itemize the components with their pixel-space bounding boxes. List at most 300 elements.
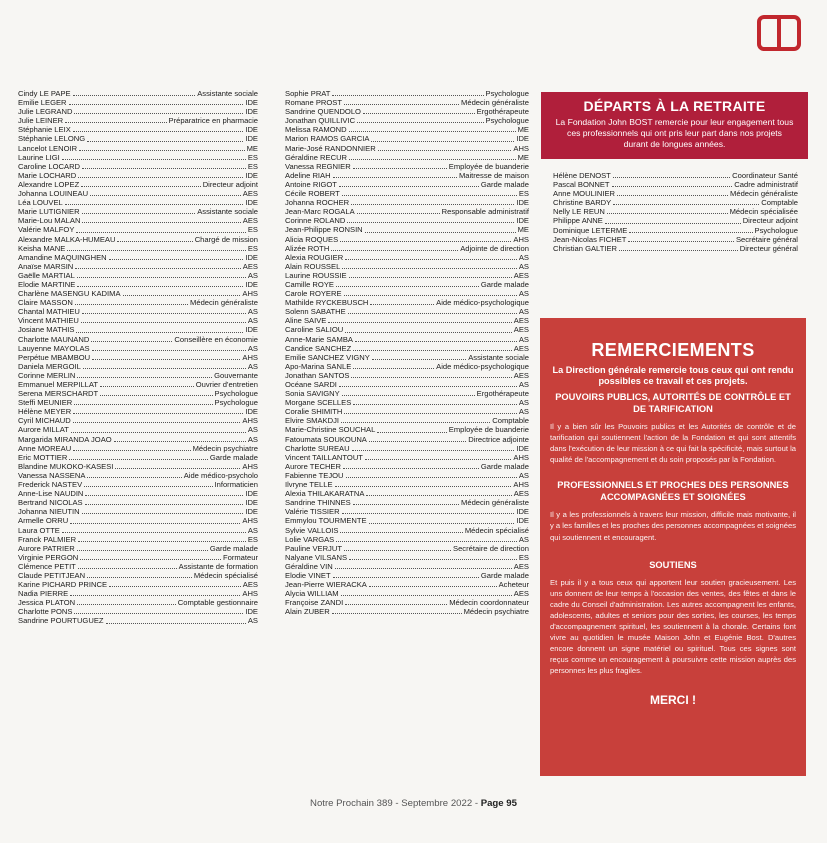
person-role: ES — [247, 534, 258, 544]
person-name: Stéphanie LELONG — [18, 134, 86, 144]
person-name: Vanessa REGNIER — [285, 161, 351, 171]
list-item — [18, 507, 258, 516]
dot-leader — [353, 350, 512, 351]
dot-leader — [348, 313, 517, 314]
person-name: Jean-Nicolas FICHET — [553, 234, 627, 244]
person-role: Conseillère en économie — [174, 334, 258, 344]
dot-leader — [77, 377, 212, 378]
person-name: Marie LUTIGNIER — [18, 207, 80, 217]
dot-leader — [335, 568, 512, 569]
person-role: Assistante sociale — [468, 352, 529, 362]
person-role: IDE — [245, 498, 258, 508]
dot-leader — [109, 259, 244, 260]
person-role: IDE — [516, 198, 529, 208]
person-name: Melissa RAMOND — [285, 125, 347, 135]
dot-leader — [74, 613, 243, 614]
person-role: ME — [517, 152, 529, 162]
list-item — [285, 207, 529, 216]
dot-leader — [343, 468, 479, 469]
list-item — [285, 262, 529, 271]
person-role: AES — [242, 216, 258, 226]
person-role: ES — [518, 189, 529, 199]
person-role: AS — [518, 380, 529, 389]
person-role: Médecin généraliste — [461, 498, 529, 508]
person-role: Aide médico-psychologique — [436, 298, 529, 308]
list-item — [18, 335, 258, 344]
dot-leader — [353, 404, 517, 405]
retraite-text: La Fondation John BOST remercie pour leur engagement tous ces professionnels qui ont pris leur part dans nos projets durant de longues années. — [555, 117, 794, 149]
remerciements-intro: La Direction générale remercie tous ceux qui ont rendu possibles ce travail et ces projets. — [552, 365, 794, 386]
list-item — [285, 380, 529, 389]
dot-leader — [65, 204, 244, 205]
dot-leader — [82, 168, 246, 169]
person-role: AHS — [513, 452, 529, 462]
person-role: Chargé de mission — [194, 234, 258, 244]
dot-leader — [351, 204, 514, 205]
list-item — [285, 198, 529, 207]
dot-leader — [369, 523, 515, 524]
list-item — [553, 189, 798, 198]
list-item — [285, 516, 529, 525]
dot-leader — [76, 232, 245, 233]
dot-leader — [77, 550, 208, 551]
list-item — [553, 180, 798, 189]
list-item — [285, 480, 529, 489]
person-role: IDE — [516, 443, 529, 453]
dot-leader — [347, 222, 514, 223]
person-name: Karine PICHARD PRINCE — [18, 580, 108, 590]
person-name: Sandrine THINNES — [285, 498, 351, 508]
list-item — [285, 244, 529, 253]
person-role: Assistante sociale — [197, 207, 258, 217]
person-name: Sandrine QUENDOLO — [285, 107, 361, 117]
retraite-list — [553, 171, 798, 253]
list-item — [18, 262, 258, 271]
dot-leader — [353, 368, 434, 369]
person-name: Sonia SAVIGNY — [285, 389, 340, 399]
dot-leader — [342, 195, 517, 196]
person-role: ME — [246, 143, 258, 153]
person-role: IDE — [516, 134, 529, 144]
dot-leader — [370, 304, 434, 305]
list-item — [285, 544, 529, 553]
dot-leader — [65, 122, 166, 123]
person-role: AES — [242, 261, 258, 271]
person-role: AES — [513, 270, 529, 280]
person-role: Gouvernante — [214, 370, 258, 380]
list-item — [285, 425, 529, 434]
person-name: Marie-Lou MALAN — [18, 216, 81, 226]
section-text-soutiens: Et puis il y a tous ceux qui apportent leur soutien gracieusement. Les uns donnent de leur temps à l'occasion des ventes, des fêtes et dans le cadre du Conseil d'administration. Les autres accompagnent les enfants, adolescents, adultes et seniors pour des sorties, les courses, les temps d'accompagnement spirituel, les soutiennent à la chorale. Certains font vivre au quotidien le musée Maison John et Eugénie Bost. D'autres encore donnent un signe matériel ou spirituel. Tous ces signes sont reçus comme un encouragement à poursuivre cette mission auprès des personnes les plus fragiles. — [550, 577, 796, 676]
person-role: IDE — [245, 98, 258, 108]
person-role: Médecin généraliste — [730, 189, 798, 199]
person-name: Solenn SABATHE — [285, 307, 346, 317]
person-name: Jonathan QUILLIVIC — [285, 116, 356, 126]
dot-leader — [335, 486, 512, 487]
list-item — [18, 607, 258, 616]
person-name: Alexia ROUGIER — [285, 252, 344, 262]
person-role: Ouvrier d'entretien — [195, 380, 258, 389]
person-role: ME — [517, 125, 529, 135]
list-item — [18, 516, 258, 525]
dot-leader — [73, 413, 243, 414]
person-name: Franck PALMIER — [18, 534, 77, 544]
person-role: AES — [513, 489, 529, 499]
person-role: IDE — [245, 407, 258, 417]
person-name: Antoine RIGOT — [285, 179, 337, 189]
person-name: Christian GALTIER — [553, 243, 618, 253]
remerciements-title: REMERCIEMENTS — [591, 340, 755, 360]
section-title-pouvoirs-publics: POUVOIRS PUBLICS, AUTORITÉS DE CONTRÔLE ET DE TARIFICATION — [555, 392, 791, 414]
dot-leader — [353, 168, 447, 169]
person-name: Emmylou TOURMENTE — [285, 516, 367, 526]
list-item — [18, 353, 258, 362]
dot-leader — [85, 504, 244, 505]
person-role: AES — [513, 561, 529, 571]
list-item — [18, 153, 258, 162]
dot-leader — [629, 232, 752, 233]
dot-leader — [85, 495, 243, 496]
list-item — [285, 107, 529, 116]
person-role: Maitresse de maison — [458, 170, 529, 180]
person-role: Ergothérapeute — [476, 389, 529, 399]
list-item — [285, 435, 529, 444]
dot-leader — [352, 450, 515, 451]
dot-leader — [92, 350, 246, 351]
list-item — [285, 407, 529, 416]
list-item — [18, 362, 258, 371]
person-name: Pascal BONNET — [553, 180, 610, 190]
dot-leader — [363, 113, 475, 114]
dot-leader — [74, 404, 212, 405]
person-name: Emmanuel MERPILLAT — [18, 380, 99, 389]
list-item — [285, 453, 529, 462]
person-name: Laurine LIGI — [18, 152, 60, 162]
list-item — [285, 580, 529, 589]
list-item — [18, 216, 258, 225]
dot-leader — [332, 95, 483, 96]
dot-leader — [613, 204, 759, 205]
list-item — [18, 171, 258, 180]
list-item — [285, 271, 529, 280]
dot-leader — [82, 222, 240, 223]
person-role: Médecin spécialisé — [193, 570, 258, 580]
list-item — [285, 444, 529, 453]
person-role: AS — [518, 534, 529, 544]
dot-leader — [76, 332, 243, 333]
dot-leader — [123, 295, 241, 296]
person-role: AS — [247, 343, 258, 353]
dot-leader — [62, 159, 246, 160]
person-name: Caroline LOCARD — [18, 161, 81, 171]
person-name: Nalyane VILSANS — [285, 552, 348, 562]
person-name: Charlotte SUREAU — [285, 443, 350, 453]
dot-leader — [74, 113, 243, 114]
list-item — [285, 507, 529, 516]
person-name: Hélène MEYER — [18, 407, 72, 417]
dot-leader — [100, 386, 194, 387]
dot-leader — [100, 395, 212, 396]
person-name: Fatoumata SOUKOUNA — [285, 434, 367, 444]
list-item — [18, 253, 258, 262]
person-role: AS — [247, 361, 258, 371]
person-role: AHS — [513, 234, 529, 244]
list-item — [285, 125, 529, 134]
person-name: Johanna NIEUTIN — [18, 507, 80, 517]
person-name: Anne-Lise NAUDIN — [18, 489, 84, 499]
person-name: Alain ZUBER — [285, 607, 330, 617]
person-role: Médecin psychiatre — [463, 607, 529, 617]
list-item — [553, 207, 798, 216]
person-name: Anaïse MARSIN — [18, 261, 74, 271]
dot-leader — [77, 604, 176, 605]
person-name: Aurore TECHER — [285, 461, 341, 471]
list-item — [18, 616, 258, 625]
person-name: Emilie SANCHEZ VIGNY — [285, 352, 370, 362]
person-role: ES — [247, 152, 258, 162]
person-name: Armelle ORRU — [18, 516, 69, 526]
person-name: Valérie MALFOY — [18, 225, 75, 235]
dot-leader — [84, 486, 212, 487]
person-role: IDE — [245, 134, 258, 144]
dot-leader — [612, 186, 733, 187]
person-name: Philippe ANNE — [553, 216, 603, 226]
person-role: Médecin psychiatre — [192, 443, 258, 453]
list-item — [18, 553, 258, 562]
person-role: Coordinateur Santé — [732, 171, 798, 180]
person-role: AHS — [242, 289, 258, 299]
list-item — [18, 480, 258, 489]
person-role: Médecin spécialisé — [464, 525, 529, 535]
person-role: IDE — [245, 325, 258, 335]
dot-leader — [78, 177, 243, 178]
list-item — [553, 244, 798, 253]
person-role: AHS — [242, 461, 258, 471]
list-item — [18, 498, 258, 507]
retraite-title: DÉPARTS À LA RETRAITE — [583, 98, 766, 114]
person-role: Directeur adjoint — [202, 179, 258, 189]
person-role: Secrétaire général — [735, 234, 798, 244]
dot-leader — [75, 268, 241, 269]
person-name: Géraldine RECUR — [285, 152, 348, 162]
dot-leader — [340, 532, 462, 533]
person-name: Charlotte MAUNAND — [18, 334, 90, 344]
list-item — [285, 489, 529, 498]
person-role: AES — [242, 189, 258, 199]
person-name: Nadia PIERRE — [18, 589, 69, 599]
person-role: Psychologue — [485, 116, 529, 126]
list-item — [18, 416, 258, 425]
dot-leader — [353, 504, 459, 505]
dot-leader — [344, 295, 517, 296]
book-icon — [757, 14, 801, 52]
list-item — [285, 598, 529, 607]
list-item — [553, 171, 798, 180]
dot-leader — [82, 213, 196, 214]
person-role: AS — [247, 434, 258, 444]
dot-leader — [345, 604, 447, 605]
person-role: Secrétaire de direction — [453, 543, 529, 553]
person-name: Lancelot LENOIR — [18, 143, 78, 153]
person-name: Corinne ROLAND — [285, 216, 346, 226]
dot-leader — [628, 241, 734, 242]
dot-leader — [349, 159, 516, 160]
person-name: Claire MASSON — [18, 298, 73, 308]
dot-leader — [339, 186, 479, 187]
person-role: Médecin généraliste — [461, 98, 529, 108]
person-name: Ilvryne TELLE — [285, 480, 333, 490]
dot-leader — [345, 332, 512, 333]
person-role: Comptable gestionnaire — [177, 598, 258, 608]
person-name: Virginie PERGON — [18, 552, 79, 562]
person-role: Garde malade — [209, 543, 258, 553]
person-name: Jean-Philippe RONSIN — [285, 225, 363, 235]
person-role: AS — [247, 270, 258, 280]
dot-leader — [83, 368, 246, 369]
person-name: Serena MERSCHARDT — [18, 389, 99, 399]
list-item — [285, 253, 529, 262]
person-name: Alicia ROQUES — [285, 234, 339, 244]
dot-leader — [339, 386, 517, 387]
person-role: AS — [518, 307, 529, 317]
list-item — [18, 244, 258, 253]
retraite-banner — [541, 92, 808, 159]
person-name: Coralie SHIMITH — [285, 407, 343, 417]
dot-leader — [349, 277, 512, 278]
person-name: Cyril MICHAUD — [18, 416, 71, 426]
dot-leader — [75, 304, 188, 305]
person-role: AS — [247, 425, 258, 435]
person-role: ES — [247, 225, 258, 235]
dot-leader — [92, 359, 240, 360]
person-name: Vincent MATHIEU — [18, 316, 79, 326]
dot-leader — [73, 95, 196, 96]
list-item — [285, 298, 529, 307]
dot-leader — [90, 195, 241, 196]
list-item — [18, 462, 258, 471]
list-item — [18, 316, 258, 325]
list-item — [18, 189, 258, 198]
person-name: Julie LEGRAND — [18, 107, 73, 117]
list-item — [18, 280, 258, 289]
list-item — [18, 89, 258, 98]
dot-leader — [619, 250, 738, 251]
list-item — [18, 344, 258, 353]
section-title-professionnels: PROFESSIONNELS ET PROCHES DES PERSONNES ACCOMPAGNÉES ET SOIGNÉES — [557, 480, 789, 503]
dot-leader — [342, 513, 515, 514]
list-item — [18, 125, 258, 134]
person-role: ES — [247, 161, 258, 171]
dot-leader — [340, 241, 511, 242]
person-name: Alycia WILLIAM — [285, 589, 339, 599]
person-role: AES — [242, 580, 258, 590]
list-item — [18, 144, 258, 153]
dot-leader — [73, 131, 244, 132]
person-role: AS — [518, 470, 529, 480]
list-item — [285, 280, 529, 289]
person-role: Psychologue — [754, 225, 798, 235]
person-role: IDE — [245, 107, 258, 117]
dot-leader — [357, 122, 483, 123]
person-role: IDE — [245, 252, 258, 262]
list-item — [285, 189, 529, 198]
person-name: Caroline SALIOU — [285, 325, 344, 335]
person-name: Daniela MERGOIL — [18, 361, 81, 371]
list-item — [285, 89, 529, 98]
list-item — [18, 562, 258, 571]
person-name: Vanessa NASSENA — [18, 470, 86, 480]
dot-leader — [87, 577, 192, 578]
person-role: Préparatrice en pharmacie — [168, 116, 258, 126]
person-role: ME — [517, 225, 529, 235]
person-role: AES — [513, 370, 529, 380]
merci-text: MERCI ! — [650, 692, 696, 707]
dot-leader — [77, 286, 243, 287]
person-role: Médecin coordonnateur — [449, 598, 529, 608]
person-role: Employée de buanderie — [448, 425, 529, 435]
list-item — [18, 198, 258, 207]
person-role: AS — [247, 316, 258, 326]
dot-leader — [344, 550, 451, 551]
person-name: Marie LOCHARD — [18, 170, 77, 180]
person-name: Sandrine POURTUGUEZ — [18, 616, 104, 626]
person-name: Jonathan SANTOS — [285, 370, 350, 380]
list-item — [18, 180, 258, 189]
person-role: Informaticien — [214, 480, 258, 490]
person-role: AES — [513, 343, 529, 353]
person-name: Josiane MATHIS — [18, 325, 75, 335]
list-item — [18, 298, 258, 307]
person-name: Adeline RIAH — [285, 170, 331, 180]
person-role: Garde malade — [209, 452, 258, 462]
dot-leader — [69, 104, 244, 105]
list-item — [285, 371, 529, 380]
person-role: AHS — [513, 480, 529, 490]
person-role: Médecin généraliste — [190, 298, 258, 308]
list-item — [18, 380, 258, 389]
person-name: Candice SANCHEZ — [285, 343, 352, 353]
person-role: Aide médico-psycholo — [183, 470, 258, 480]
list-item — [18, 271, 258, 280]
dot-leader — [73, 450, 190, 451]
dot-leader — [366, 495, 511, 496]
list-item — [18, 598, 258, 607]
dot-leader — [605, 223, 741, 224]
person-name: Sylvie VALLOIS — [285, 525, 339, 535]
person-role: Garde malade — [480, 461, 529, 471]
list-item — [285, 162, 529, 171]
person-name: Johanna LOUINEAU — [18, 189, 89, 199]
person-name: Marion RAMOS GARCIA — [285, 134, 370, 144]
list-item — [285, 134, 529, 143]
dot-leader — [115, 468, 240, 469]
person-name: Elvire SMAKDJI — [285, 416, 340, 426]
person-name: Alexandre MALKA-HUMEAU — [18, 234, 116, 244]
dot-leader — [332, 613, 462, 614]
person-name: Anne-Marie SAMBA — [285, 334, 353, 344]
dot-leader — [69, 459, 208, 460]
list-item — [285, 180, 529, 189]
dot-leader — [82, 513, 244, 514]
person-role: Assistante de formation — [178, 561, 258, 571]
person-name: Charlène MASENGU KADIMA — [18, 289, 121, 299]
list-item — [285, 307, 529, 316]
list-item — [18, 134, 258, 143]
person-name: Stéphanie LEIX — [18, 125, 71, 135]
dot-leader — [62, 532, 246, 533]
dot-leader — [78, 568, 177, 569]
person-role: Directeur adjoint — [742, 216, 798, 226]
